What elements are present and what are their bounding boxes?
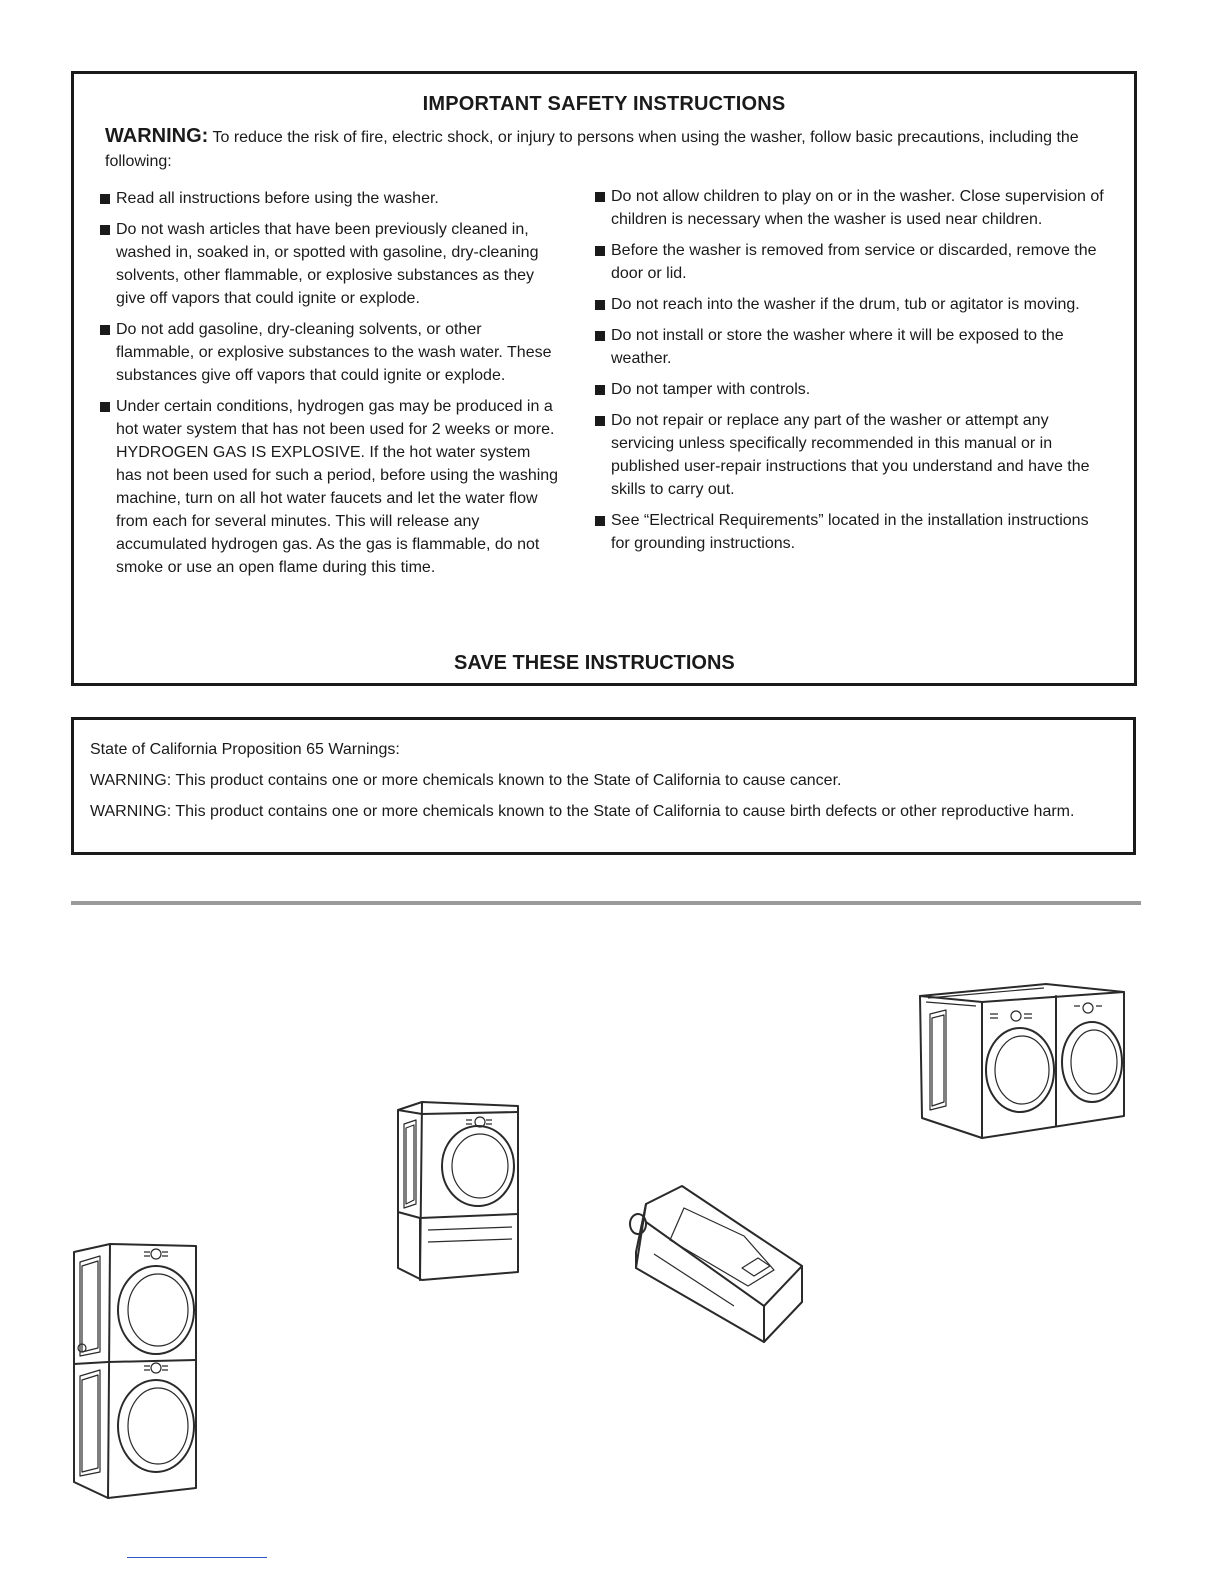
stacking-kit-illustration bbox=[624, 1182, 809, 1352]
section-divider bbox=[71, 901, 1141, 905]
square-bullet-icon bbox=[595, 331, 605, 341]
square-bullet-icon bbox=[100, 402, 110, 412]
prop65-cancer-warning: WARNING: This product contains one or more chemicals known to the State of California to cause cancer. bbox=[90, 772, 842, 789]
prop65-heading: State of California Proposition 65 Warnings: bbox=[90, 741, 400, 758]
list-item: Do not install or store the washer where it will be exposed to the weather. bbox=[595, 324, 1107, 370]
safety-instructions-box bbox=[71, 71, 1137, 686]
prop65-warning-box bbox=[71, 717, 1136, 855]
square-bullet-icon bbox=[595, 246, 605, 256]
list-item: Do not reach into the washer if the drum, tub or agitator is moving. bbox=[595, 293, 1107, 316]
list-item: Do not repair or replace any part of the washer or attempt any servicing unless specifically recommended in this manual or in published user-repair instructions that you understand and have the skills to carry out. bbox=[595, 409, 1107, 501]
safety-title: IMPORTANT SAFETY INSTRUCTIONS bbox=[422, 93, 786, 115]
safety-right-column bbox=[595, 185, 1107, 563]
square-bullet-icon bbox=[100, 194, 110, 204]
list-item: See “Electrical Requirements” located in the installation instructions for grounding instructions. bbox=[595, 509, 1107, 555]
warning-label: WARNING: bbox=[105, 125, 209, 147]
warning-text: To reduce the risk of fire, electric shock, or injury to persons when using the washer, follow basic precautions, including the following: bbox=[105, 129, 1079, 170]
list-item: Before the washer is removed from service or discarded, remove the door or lid. bbox=[595, 239, 1107, 285]
washer-dryer-worksurface-illustration bbox=[916, 978, 1131, 1143]
square-bullet-icon bbox=[100, 225, 110, 235]
bottom-link-underline bbox=[127, 1557, 267, 1558]
list-item: Do not tamper with controls. bbox=[595, 378, 1107, 401]
safety-left-column bbox=[100, 187, 560, 587]
list-item: Under certain conditions, hydrogen gas may be produced in a hot water system that has not been used for 2 weeks or more. HYDROGEN GAS IS EXPLOSIVE. If the hot water system has not been used for such a period, before using the washing machine, turn on all hot water faucets and let the water flow from each for several minutes. This will release any accumulated hydrogen gas. As the gas is flammable, do not smoke or use an open flame during this time. bbox=[100, 395, 560, 579]
square-bullet-icon bbox=[595, 300, 605, 310]
list-item: Do not add gasoline, dry-cleaning solvents, or other flammable, or explosive substances to the wash water. These substances give off vapors that could ignite or explode. bbox=[100, 318, 560, 387]
square-bullet-icon bbox=[100, 325, 110, 335]
list-item: Do not allow children to play on or in the washer. Close supervision of children is necessary when the washer is used near children. bbox=[595, 185, 1107, 231]
safety-warning bbox=[105, 124, 1094, 174]
stacked-washer-dryer-illustration bbox=[66, 1240, 206, 1505]
square-bullet-icon bbox=[595, 385, 605, 395]
prop65-birth-defects-warning: WARNING: This product contains one or more chemicals known to the State of California to cause birth defects or other reproductive harm. bbox=[90, 803, 1075, 820]
list-item: Read all instructions before using the washer. bbox=[100, 187, 560, 210]
save-instructions-title: SAVE THESE INSTRUCTIONS bbox=[454, 652, 735, 674]
square-bullet-icon bbox=[595, 516, 605, 526]
square-bullet-icon bbox=[595, 192, 605, 202]
square-bullet-icon bbox=[595, 416, 605, 426]
washer-on-pedestal-illustration bbox=[394, 1100, 524, 1285]
list-item: Do not wash articles that have been previously cleaned in, washed in, soaked in, or spotted with gasoline, dry-cleaning solvents, other flammable, or explosive substances as they give off vapors that could ignite or explode. bbox=[100, 218, 560, 310]
